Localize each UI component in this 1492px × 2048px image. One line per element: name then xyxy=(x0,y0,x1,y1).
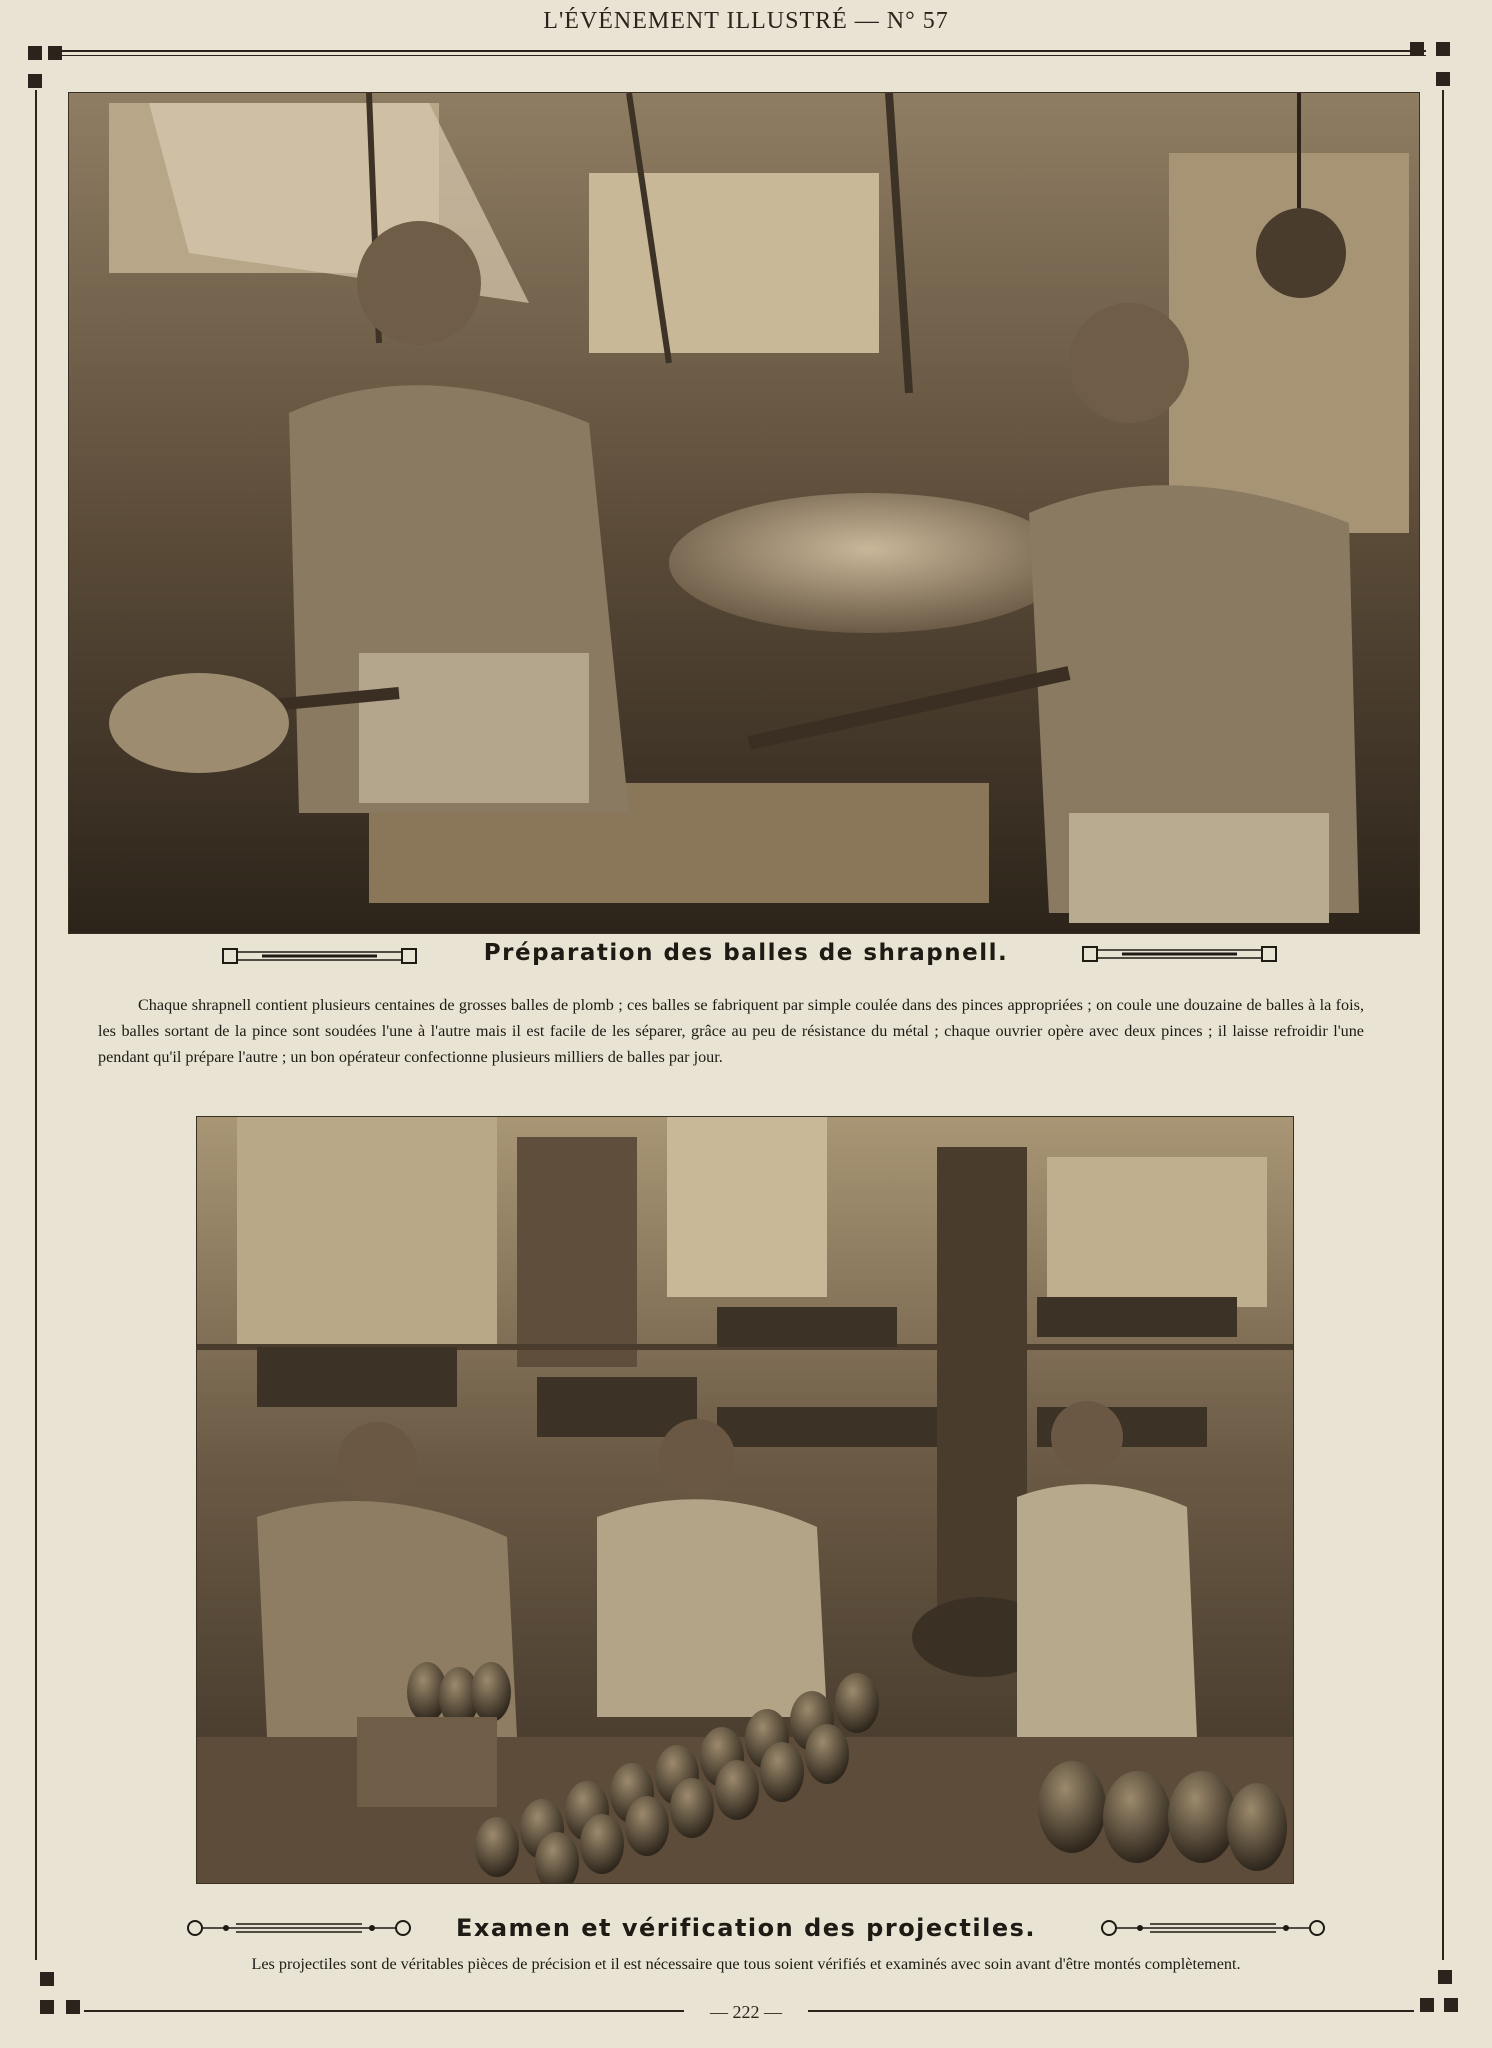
ornament-top-right xyxy=(1082,942,1278,966)
caption-text-shrapnel: Chaque shrapnell contient plusieurs centaines de grosses balles de plomb ; ces balles se fabriquent par simple coulée dans des pinces appropriées ; on coule une douzaine de balles à la fois, les balles sortant de la pince sont soudées l'une à l'autre mais il est facile de les séparer, grâce au peu de résistance du métal ; chaque ouvrier opère avec deux pinces ; il laisse refroidir l'une pendant qu'il prépare l'autre ; un bon opérateur confectionne plusieurs milliers de balles par jour. xyxy=(98,996,1364,1066)
photo-bottom-illustration xyxy=(197,1117,1293,1883)
frame-corner-tl-1 xyxy=(28,46,42,60)
frame-left-rule xyxy=(35,90,37,1960)
frame-corner-tl-2 xyxy=(48,46,62,60)
caption-text-projectiles: Les projectiles sont de véritables pièces de précision et il est nécessaire que tous soient vérifiés et examinés avec soin avant d'être montés complètement. xyxy=(251,1955,1241,1973)
frame-corner-br-1 xyxy=(1438,1970,1452,1984)
ornament-bottom-right xyxy=(1100,1918,1326,1938)
frame-corner-tr-2 xyxy=(1436,42,1450,56)
frame-corner-tl-3 xyxy=(28,74,42,88)
photo-top-illustration xyxy=(69,93,1419,933)
masthead: L'ÉVÉNEMENT ILLUSTRÉ — N° 57 xyxy=(543,8,949,34)
caption-title-projectiles: Examen et vérification des projectiles. xyxy=(455,1914,1037,1942)
frame-corner-tr-3 xyxy=(1436,72,1450,86)
caption-title-shrapnel: Préparation des balles de shrapnell. xyxy=(483,940,1009,966)
page-number-text: — 222 — xyxy=(700,2002,792,2022)
page-number xyxy=(0,2002,1492,2023)
frame-top-rule xyxy=(62,50,1426,56)
frame-corner-bl-1 xyxy=(40,1972,54,1986)
frame-right-rule xyxy=(1442,90,1444,1960)
photo-projectile-inspection xyxy=(196,1116,1294,1884)
frame-corner-tr-1 xyxy=(1410,42,1424,56)
photo-shrapnel-ball-preparation xyxy=(68,92,1420,934)
